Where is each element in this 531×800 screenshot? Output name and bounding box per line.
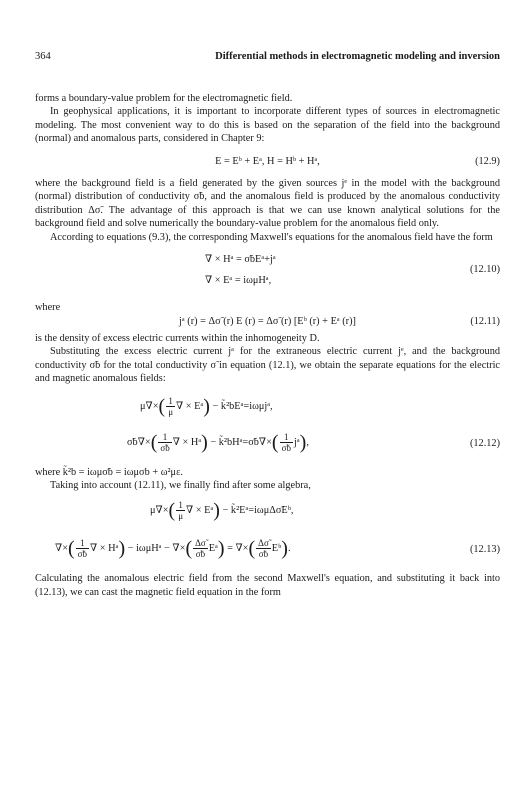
equation-line: ∇ × Eᵃ = iωμHᵃ,	[205, 275, 272, 287]
equation-12-9	[35, 155, 500, 168]
equation-term: ,	[306, 436, 309, 448]
fraction-numerator: Δσ̃	[195, 538, 206, 549]
fraction-denominator: μ	[178, 511, 184, 522]
fraction-denominator: σ̃b	[160, 442, 170, 453]
equation-term: − k̃²bHᵃ=σ̃b∇×	[207, 436, 272, 448]
paragraph: where the background field is a field generated by the given sources jᵉ in the model with the background (normal) distribution of conductivity σ̃b, and the anomalous field is produced by the anomalous conductivity distribution Δσ̃. The advantage of this approach is that we can use known analytical solutions for the background field and solve numerically the boundary-value problem for the anomalous field only.	[35, 178, 500, 230]
paragraph: Taking into account (12.11), we finally find after some algebra,	[50, 479, 311, 491]
fraction-denominator: σ̃b	[281, 442, 291, 453]
left-paren: (	[271, 431, 279, 453]
equation-term: .	[287, 543, 291, 555]
equation-term: jᵃ	[293, 436, 300, 448]
equation-number: (12.12)	[469, 437, 500, 449]
equation-line	[127, 432, 309, 453]
equation-term: ∇ × Hᵃ	[172, 436, 202, 448]
equation-term: μ∇×	[150, 505, 169, 517]
fraction-numerator: 1	[76, 538, 89, 549]
fraction-numerator: 1	[166, 396, 175, 407]
fraction-denominator: σ̃b	[195, 549, 206, 560]
fraction-numerator: 1	[158, 432, 171, 443]
right-paren: )	[281, 537, 288, 560]
equation-term: − k̃²bEᵃ=iωμjᵃ,	[209, 400, 273, 412]
right-paren: )	[118, 537, 126, 560]
left-paren: (	[248, 537, 256, 560]
equation-number: (12.10)	[469, 264, 500, 276]
page-body	[35, 92, 500, 599]
equation-12-13	[35, 500, 500, 568]
equation-term: − k̃²Eᵃ=iωμΔσ̃Eᵇ,	[219, 505, 294, 517]
equation-12-10	[35, 253, 500, 291]
equation-number: (12.11)	[470, 316, 500, 328]
paragraph: is the density of excess electric currents within the inhomogeneity D.	[35, 332, 320, 344]
fraction-denominator: σ̃b	[77, 549, 88, 560]
paragraph: Calculating the anomalous electric field from the second Maxwell's equation, and substituting it back into (12.13), we can cast the magnetic field equation in the form	[35, 573, 500, 598]
equation-body: jᵃ (r) = Δσ̃ (r) E (r) = Δσ̃ (r) [Eᵇ (r) + Eᵃ (r)]	[179, 316, 356, 328]
equation-line: ∇ × Hᵃ = σ̃bEᵃ+jᵃ	[205, 254, 276, 266]
equation-term: μ∇×	[140, 400, 159, 412]
fraction-numerator: 1	[176, 500, 185, 511]
equation-term: Eᵃ	[208, 543, 218, 555]
paragraph: where k̃²b = iωμσ̃b = iωμσb + ω²με.	[35, 466, 183, 478]
equation-12-12	[35, 396, 500, 462]
left-paren: (	[68, 537, 75, 560]
right-paren: )	[213, 499, 220, 522]
equation-term: σ̃b∇×	[127, 436, 151, 448]
right-paren: )	[217, 537, 225, 560]
page-number: 364	[35, 51, 51, 62]
equation-line	[140, 396, 273, 417]
equation-term: ∇×	[55, 543, 68, 555]
right-paren: )	[201, 431, 208, 453]
fraction-numerator: Δσ̃	[258, 538, 269, 549]
fraction-numerator: 1	[280, 432, 293, 443]
fraction	[166, 396, 175, 417]
right-paren: )	[203, 395, 210, 417]
paragraph: where	[35, 302, 61, 314]
equation-body: E = Eᵇ + Eᵃ, H = Hᵇ + Hᵃ,	[215, 155, 320, 167]
fraction	[193, 538, 208, 559]
equation-term: ∇ × Hᵃ	[90, 543, 119, 555]
equation-number: (12.9)	[475, 155, 500, 167]
equation-term: − iωμHᵃ − ∇×	[125, 543, 186, 555]
fraction	[158, 432, 171, 453]
fraction-denominator: σ̃b	[258, 549, 269, 560]
fraction	[256, 538, 271, 559]
paragraph: forms a boundary-value problem for the electromagnetic field.	[35, 93, 293, 104]
left-paren: (	[158, 395, 166, 417]
equation-term: ∇ × Eᵃ	[176, 400, 204, 412]
left-paren: (	[168, 499, 176, 522]
equation-term: ∇ × Eᵃ	[186, 505, 214, 517]
left-paren: (	[150, 431, 158, 453]
running-title: Differential methods in electromagnetic modeling and inversion	[215, 51, 500, 62]
equation-line	[55, 538, 291, 559]
equation-line	[150, 500, 293, 521]
equation-12-11	[35, 315, 500, 328]
equation-term: Eᵇ	[271, 543, 282, 555]
right-paren: )	[299, 431, 307, 453]
paragraph: In geophysical applications, it is important to incorporate different types of sources in electromagnetic modeling. The most convenient way to do this is based on the separation of the field into the background (normal) and anomalous parts, considered in Chapter 9:	[35, 106, 500, 145]
fraction	[280, 432, 293, 453]
fraction-denominator: μ	[168, 406, 174, 417]
equation-term: = ∇×	[224, 543, 249, 555]
fraction	[76, 538, 89, 559]
paragraph: Substituting the excess electric current jᵃ for the extraneous electric current jᵉ, and the background conductivity σ̃b for the total conductivity σ̃ in equation (12.1), we obtain the separate equations for the electric and magnetic anomalous fields:	[35, 346, 500, 385]
paragraph: According to equations (9.3), the corresponding Maxwell's equations for the anomalous field have the form	[50, 231, 493, 243]
left-paren: (	[185, 537, 193, 560]
fraction	[176, 500, 185, 521]
equation-number: (12.13)	[469, 544, 500, 556]
